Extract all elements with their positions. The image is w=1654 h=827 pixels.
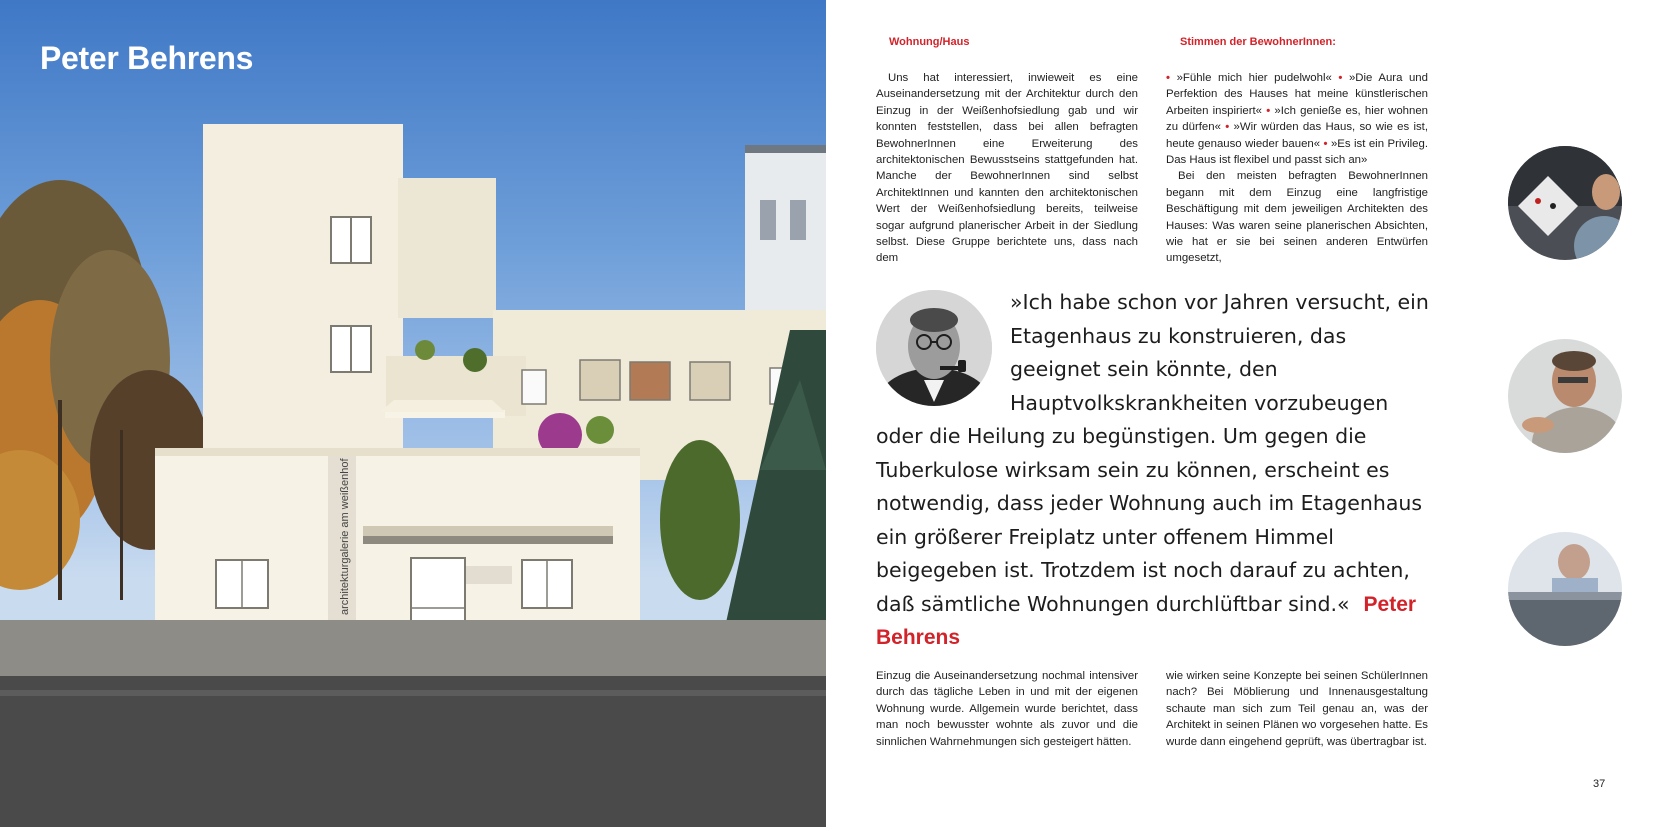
voice-quote: »Ich genieße es, hier wohnen zu dürfen«: [1166, 104, 1428, 134]
paragraph: wie wirken seine Konzepte bei seinen SchülerInnen nach? Bei Möblierung und Innenausgestaltung schaute man sich zum Teil genau an, was der Architekt in seinen Plänen wo vorgesehen hatte. Es wurde dann eingehend geprüft, was übertragbar ist.: [1166, 670, 1428, 748]
resident-voices: [1166, 70, 1428, 168]
voice-quote: »Die Aura und Perfektion des Hauses hat meine künstlerischen Arbeiten inspiriert«: [1166, 72, 1428, 117]
voice-quote: »Es ist ein Privileg. Das Haus ist flexibel und passt sich an»: [1166, 137, 1428, 167]
pull-quote: [876, 286, 1436, 655]
bullet-icon: •: [1166, 72, 1170, 84]
bullet-icon: •: [1323, 137, 1328, 150]
behrens-portrait: [876, 290, 992, 406]
heading-wohnung-haus: Wohnung/Haus: [889, 36, 970, 48]
main-building: [203, 124, 826, 480]
resident-photo-2: [1508, 339, 1622, 453]
paragraph: Einzug die Auseinandersetzung nochmal intensiver durch das tägliche Leben in und mit der eigenen Wohnung wurde. Allgemein wurde berichtet, dass man noch bewusster wohnte als zuvor und die sinnlichen Wahrnehmungen sich gesteigert hätten.: [876, 670, 1138, 748]
voice-quote: »Wir würden das Haus, so wie es ist, heute genauso wieder bauen«: [1166, 121, 1429, 150]
column-right-bottom: [1166, 668, 1428, 750]
gallery-banner-text: architekturgalerie am weißenhof: [339, 458, 351, 615]
quote-text: »Ich habe schon vor Jahren versucht, ein Etagenhaus zu konstruieren, das geeignet sein könnte, den Hauptvolkskrankheiten vorzubeugen oder die Heilung zu begünstigen. Um gegen die Tuberkulose wirksam sein zu können, erscheint es notwendig, dass jeder Wohnung auch im Etagenhaus ein größerer Freiplatz unter offenem Himmel beigegeben ist. Trotzdem ist noch darauf zu achten, daß sämtliche Wohnungen durchlüftbar sind.«: [876, 290, 1429, 616]
paragraph: Uns hat interessiert, inwieweit es eine Auseinandersetzung mit der Architektur durch den Einzug in der Weißenhofsiedlung gab und wir konnten feststellen, dass bei allen befragten BewohnerInnen eine Erweiterung des architektonischen Bewusstseins stattgefunden hat. Manche der BewohnerInnen sind selbst ArchitektInnen und kannten den architektonischen Wert der Weißenhofsiedlung bereits, teilweise sogar aufgrund planerischer Arbeit in der Siedlung selbst. Diese Gruppe berichtete uns, dass nach dem: [876, 72, 1138, 265]
background-building: [745, 145, 826, 310]
portrait-photo: [876, 290, 992, 406]
sidewalk: [0, 620, 826, 680]
resident-photo-1: [1508, 146, 1622, 260]
column-left-bottom: [876, 668, 1138, 750]
resident-photo-3: [1508, 532, 1622, 646]
heading-stimmen: Stimmen der BewohnerInnen:: [1180, 36, 1336, 48]
street: [0, 676, 826, 827]
column-right-top: [1166, 70, 1428, 267]
column-left-top: [876, 70, 1138, 267]
photo-title: Peter Behrens: [40, 40, 254, 76]
bullet-icon: •: [1338, 72, 1343, 84]
building-photo: [0, 0, 826, 827]
quote-author: Peter Behrens: [876, 592, 1417, 649]
building-photo-illustration: [0, 0, 826, 827]
voice-quote: »Fühle mich hier pudelwohl«: [1176, 72, 1332, 84]
bullet-icon: •: [1225, 121, 1230, 134]
bullet-icon: •: [1266, 104, 1271, 117]
page-number: 37: [1593, 778, 1606, 790]
paragraph: Bei den meisten befragten BewohnerInnen begann mit dem Einzug eine langfristige Beschäftigung mit dem jeweiligen Architekten des Hauses: Was waren seine planerischen Absichten, wie hat er sie bei seinen anderen Entwürfen umgesetzt,: [1166, 170, 1428, 265]
